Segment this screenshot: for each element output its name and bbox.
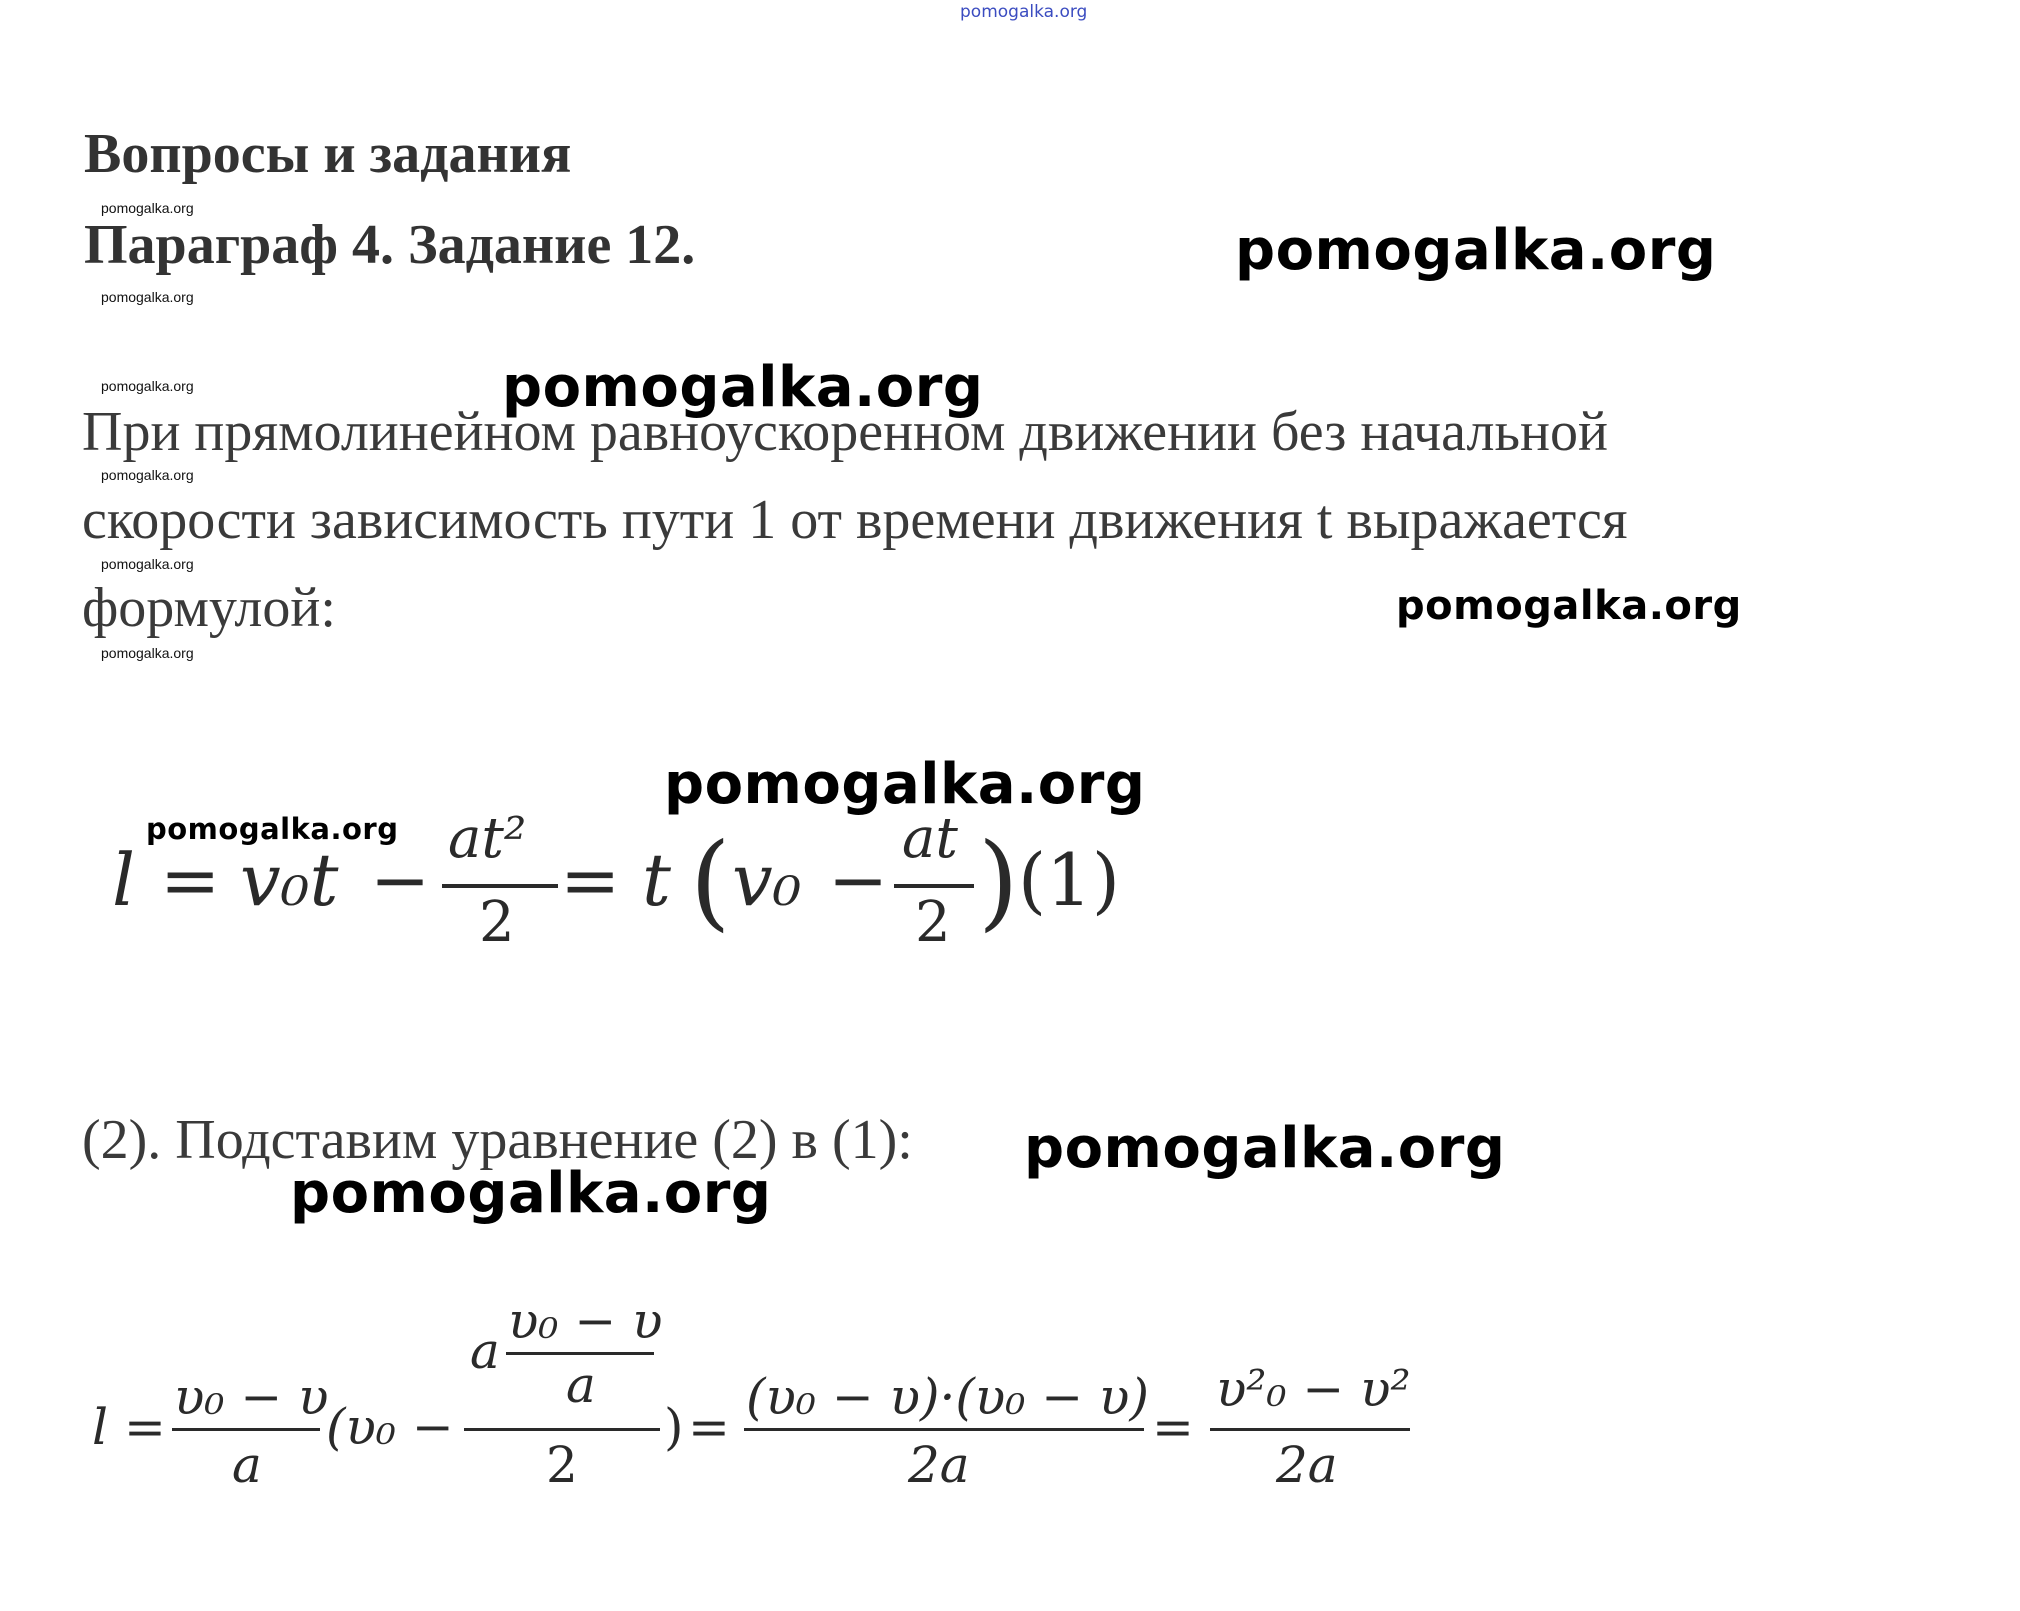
formula2-frac4-num: υ²₀ − υ² <box>1216 1360 1411 1418</box>
formula2-l: l <box>92 1398 108 1456</box>
formula2-eq3: = <box>1152 1398 1194 1456</box>
formula1-v0t: v₀t <box>240 838 339 922</box>
formula1-den: 2 <box>479 890 515 955</box>
fraction-bar <box>1210 1428 1410 1431</box>
formula1-eq2: = <box>560 838 621 922</box>
formula2-inner-a: a <box>470 1322 500 1380</box>
formula1-den2: 2 <box>915 890 951 955</box>
watermark-small-bold: pomogalka.org <box>146 812 399 846</box>
watermark-small: pomogalka.org <box>101 645 194 661</box>
formula-2 <box>92 1292 1432 1508</box>
watermark-large: pomogalka.org <box>1235 218 1717 283</box>
task-title: Параграф 4. Задание 12. <box>84 214 696 276</box>
watermark-small: pomogalka.org <box>101 556 194 572</box>
formula1-v0: v₀ <box>732 838 802 922</box>
formula2-frac4-den: 2a <box>1276 1436 1338 1494</box>
formula1-label: (1) <box>1018 838 1120 922</box>
paragraph-line-1: При прямолинейном равноускоренном движении без начальной <box>82 401 1608 463</box>
formula2-frac1-den: a <box>232 1436 262 1494</box>
substitution-text: (2). Подставим уравнение (2) в (1): <box>82 1109 913 1171</box>
formula1-num2: at <box>902 806 958 871</box>
formula2-close: ) <box>664 1398 684 1456</box>
watermark-large: pomogalka.org <box>1024 1116 1506 1181</box>
fraction-bar <box>744 1428 1144 1431</box>
formula2-eq: = <box>124 1398 166 1456</box>
formula1-eq: = <box>160 838 221 922</box>
formula1-minus: − <box>370 838 431 922</box>
formula2-frac2-den: 2 <box>546 1436 578 1494</box>
formula1-t: t <box>642 838 671 922</box>
formula1-rparen: ) <box>978 820 1019 942</box>
formula2-inner-num: υ₀ − υ <box>508 1292 663 1350</box>
watermark-large: pomogalka.org <box>502 355 984 420</box>
paragraph-line-3: формулой: <box>82 577 336 639</box>
formula2-frac3-den: 2a <box>908 1436 970 1494</box>
fraction-bar <box>894 884 974 888</box>
formula-1 <box>112 806 1132 966</box>
formula1-l: l <box>112 838 136 922</box>
watermark-small: pomogalka.org <box>101 378 194 394</box>
formula1-minus2: − <box>828 838 889 922</box>
watermark-medium: pomogalka.org <box>1396 583 1742 629</box>
watermark-large: pomogalka.org <box>664 752 1146 817</box>
watermark-small: pomogalka.org <box>101 467 194 483</box>
watermark-small: pomogalka.org <box>101 289 194 305</box>
formula2-inner-den: a <box>566 1356 596 1414</box>
formula2-frac3-num: (υ₀ − υ)·(υ₀ − υ) <box>746 1368 1149 1426</box>
formula1-num: at² <box>448 806 527 871</box>
paragraph-line-2: скорости зависимость пути 1 от времени движения t выражается <box>82 489 1628 551</box>
formula2-frac1-num: υ₀ − υ <box>174 1368 329 1426</box>
formula2-eq2: = <box>688 1398 730 1456</box>
fraction-bar <box>464 1428 660 1431</box>
watermark-large: pomogalka.org <box>290 1161 772 1226</box>
fraction-bar <box>442 884 558 888</box>
top-watermark: pomogalka.org <box>960 2 1088 22</box>
fraction-bar <box>172 1428 320 1431</box>
formula1-lparen: ( <box>690 820 731 942</box>
fraction-bar <box>506 1352 654 1355</box>
watermark-small: pomogalka.org <box>101 200 194 216</box>
formula2-open: (υ₀ − <box>326 1398 454 1456</box>
section-title: Вопросы и задания <box>84 123 572 185</box>
